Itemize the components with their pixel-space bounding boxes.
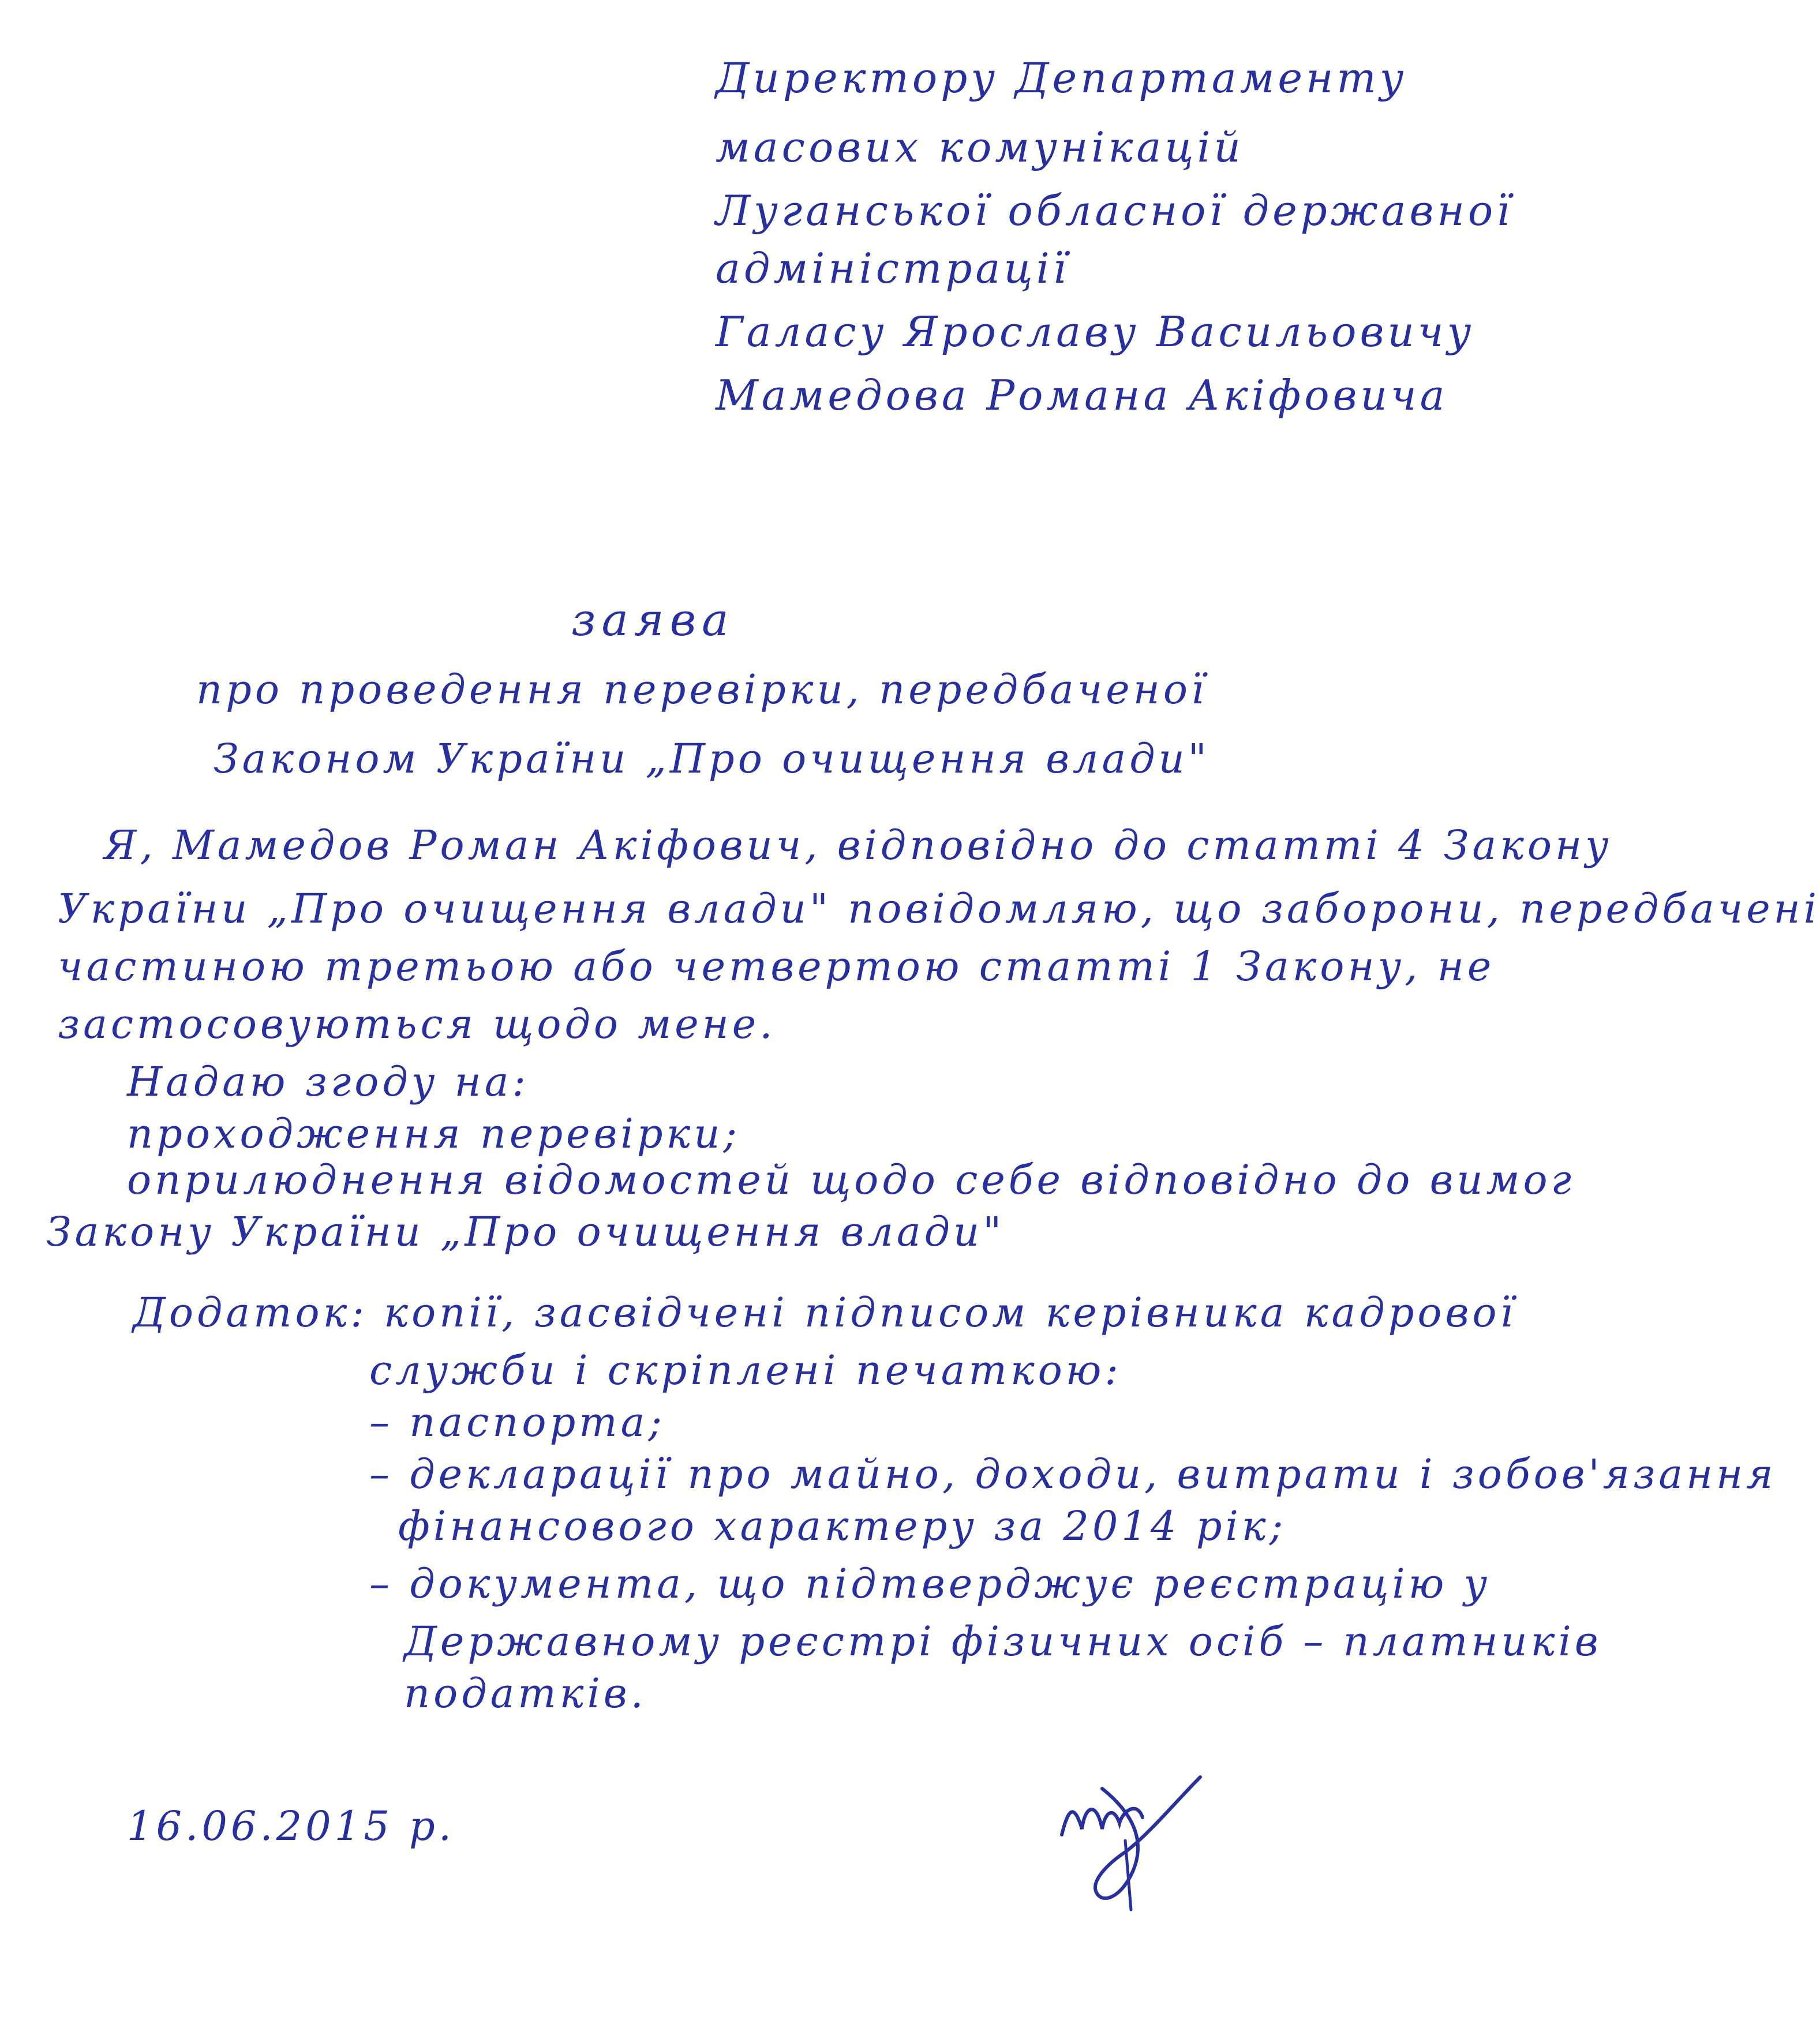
addressee-line: Мамедова Романа Акіфовича bbox=[716, 371, 1448, 419]
consent-line: Надаю згоду на: bbox=[127, 1058, 530, 1105]
attachment-line: – документа, що підтверджує реєстрацію у bbox=[369, 1560, 1491, 1607]
consent-line: оприлюднення відомостей щодо себе відповідно до вимог bbox=[127, 1156, 1575, 1204]
subtitle-line: про проведення перевірки, передбаченої bbox=[196, 666, 1208, 713]
body-line: Я, Мамедов Роман Акіфович, відповідно до статті 4 Закону bbox=[104, 822, 1612, 869]
consent-line: проходження перевірки; bbox=[127, 1110, 740, 1157]
document-title: заява bbox=[571, 594, 735, 646]
date: 16.06.2015 р. bbox=[127, 1802, 455, 1850]
signature-icon bbox=[1050, 1766, 1212, 1916]
addressee-line: Галасу Ярославу Васильовичу bbox=[716, 308, 1475, 356]
attachment-line: Додаток: копії, засвідчені підписом керівника кадрової bbox=[133, 1289, 1516, 1336]
body-line: України „Про очищення влади" повідомляю, що заборони, передбачені bbox=[58, 885, 1820, 932]
attachment-line: Державному реєстрі фізичних осіб – платників bbox=[404, 1618, 1602, 1665]
addressee-line: Луганської обласної державної bbox=[716, 186, 1514, 235]
attachment-line: фінансового характеру за 2014 рік; bbox=[398, 1502, 1287, 1550]
consent-line: Закону України „Про очищення влади" bbox=[46, 1208, 1005, 1255]
subtitle-line: Законом України „Про очищення влади" bbox=[214, 735, 1210, 782]
addressee-line: масових комунікацій bbox=[716, 123, 1244, 171]
addressee-line: адміністрації bbox=[716, 244, 1070, 293]
attachment-line: податків. bbox=[404, 1670, 647, 1717]
attachment-line: служби і скріплені печаткою: bbox=[369, 1347, 1122, 1394]
attachment-line: – паспорта; bbox=[369, 1399, 666, 1446]
body-line: застосовуються щодо мене. bbox=[58, 1000, 776, 1048]
body-line: частиною третьою або четвертою статті 1 Закону, не bbox=[58, 943, 1495, 990]
attachment-line: – декларації про майно, доходи, витрати і зобов'язання bbox=[369, 1450, 1777, 1498]
addressee-line: Директору Департаменту bbox=[716, 54, 1407, 102]
